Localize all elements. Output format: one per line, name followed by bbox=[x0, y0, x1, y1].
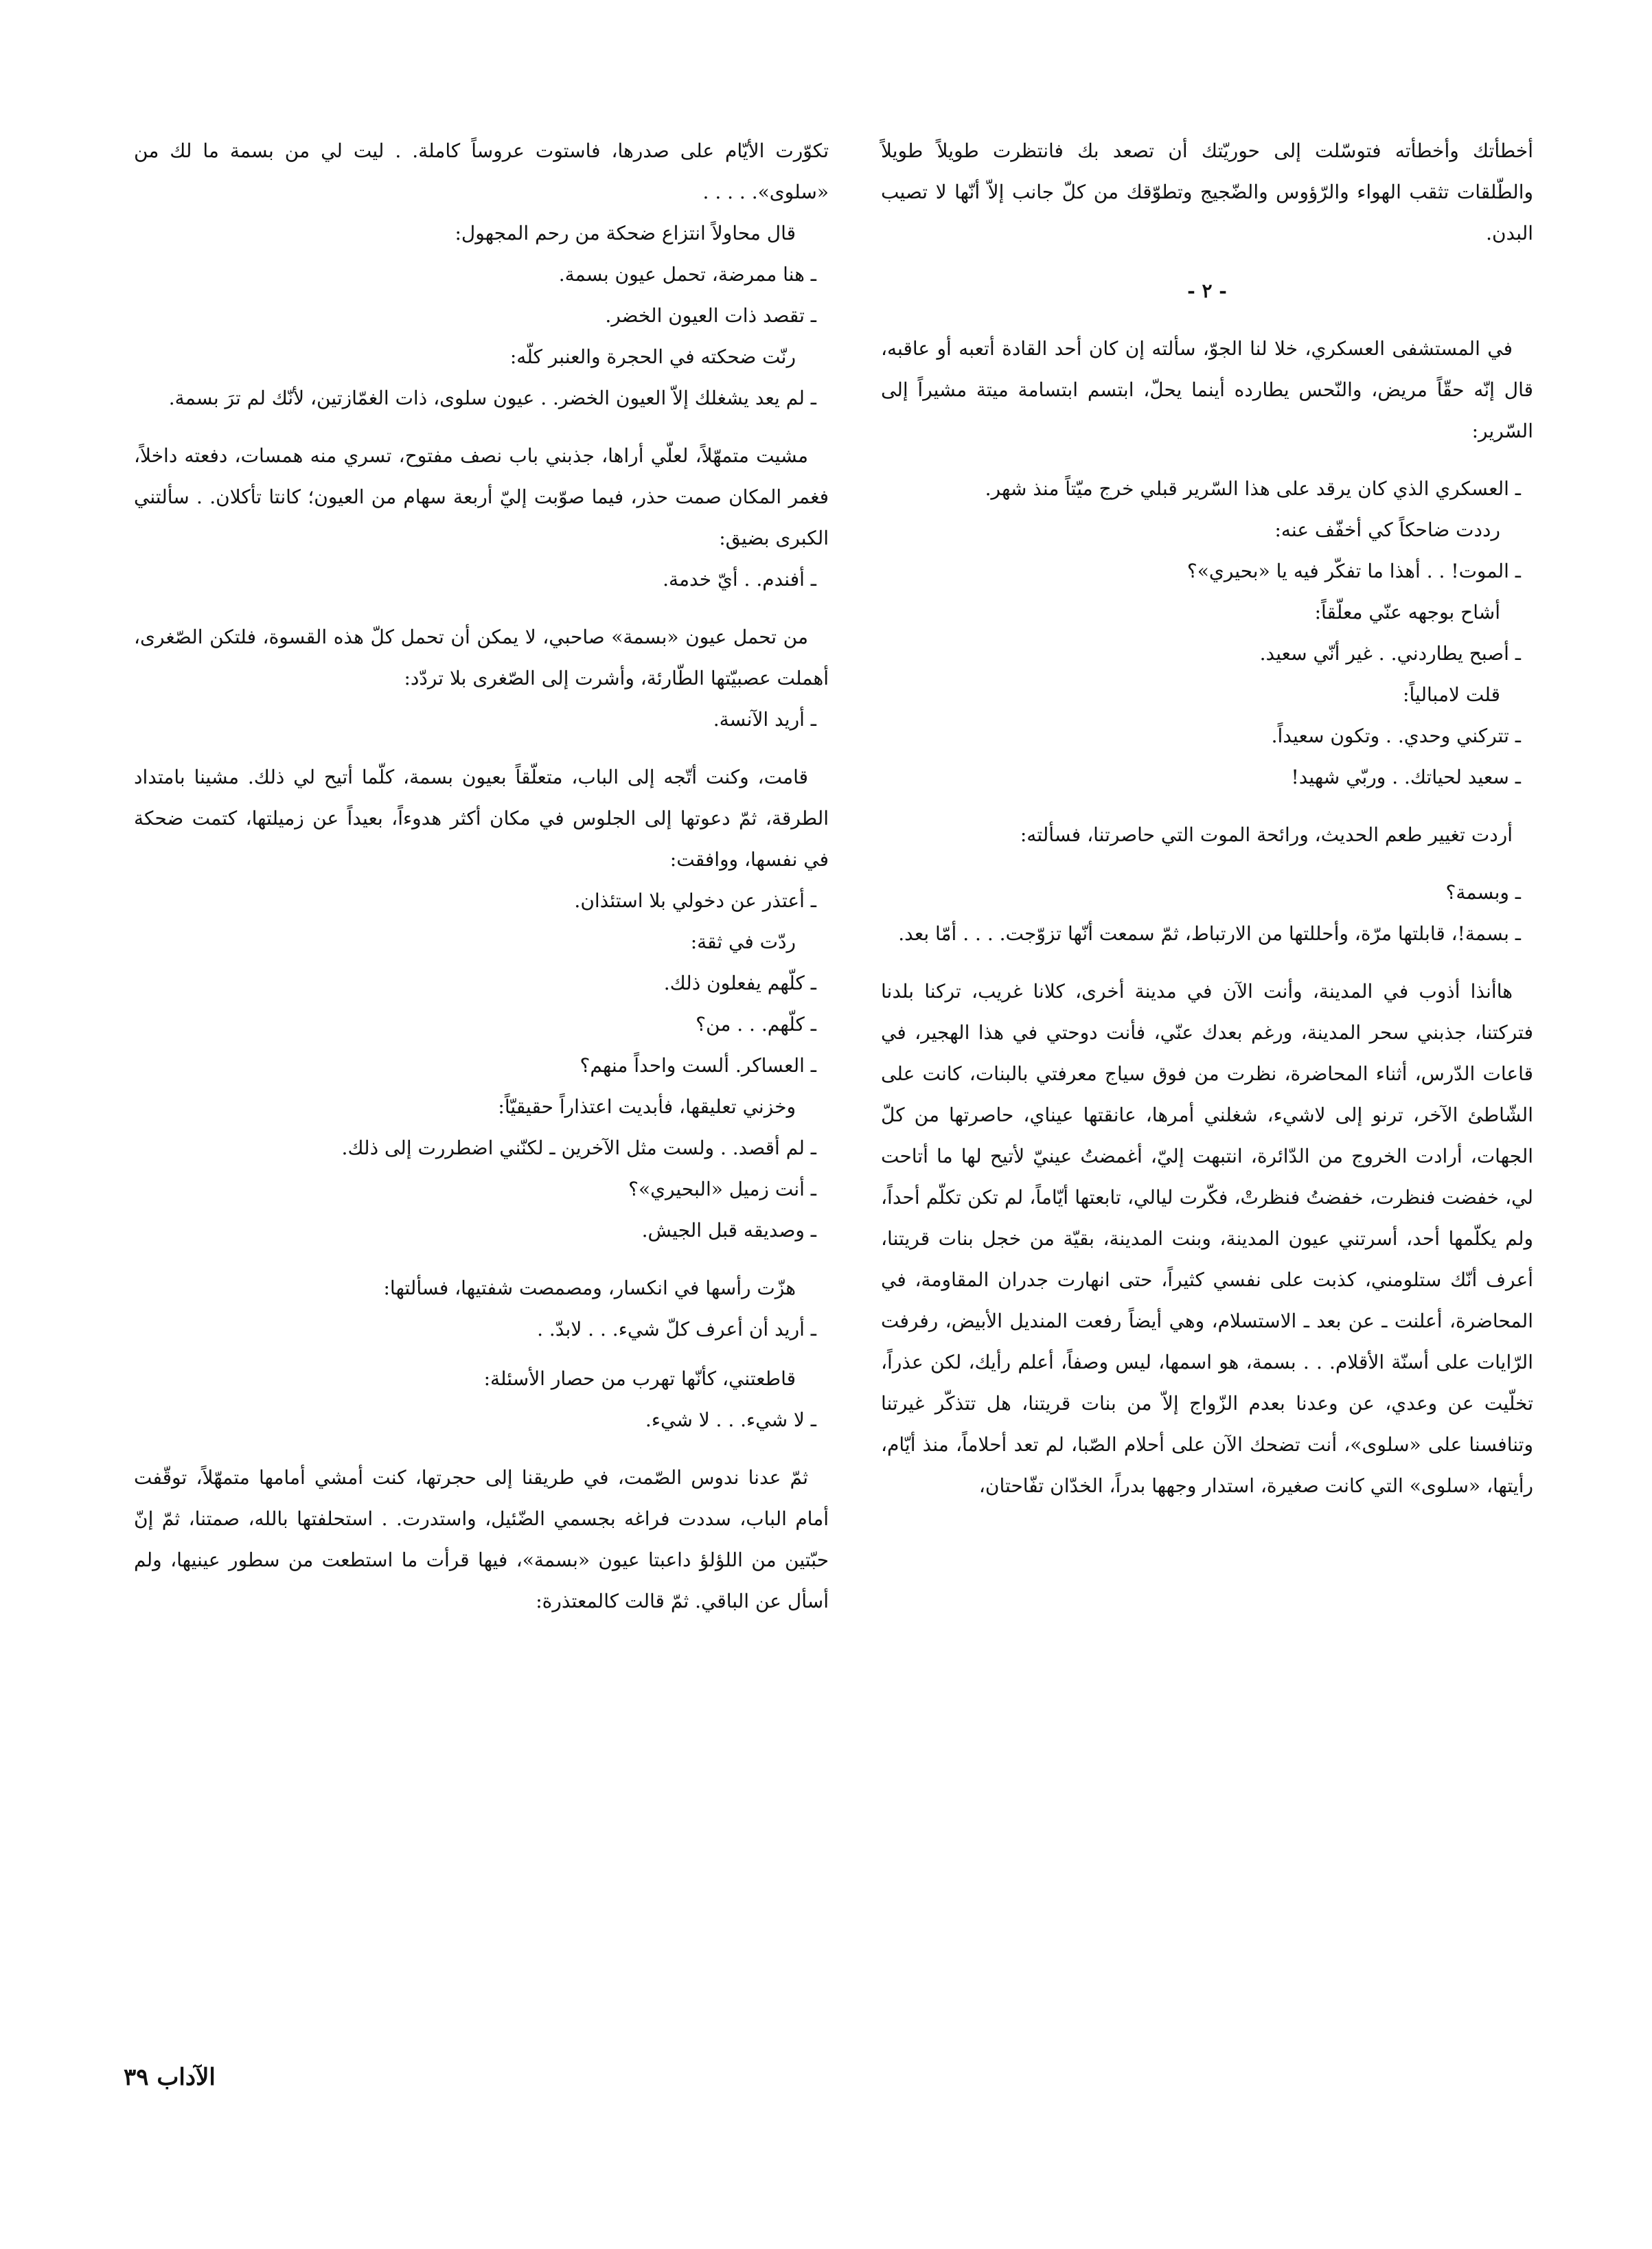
narration-line: ردّت في ثقة: bbox=[690, 931, 796, 953]
narration-line: هزّت رأسها في انكسار، ومصمصت شفتيها، فسألتها: bbox=[383, 1277, 796, 1299]
narration-line: رددت ضاحكاً كي أخفّف عنه: bbox=[1274, 518, 1500, 541]
paragraph-city: هاأنذا أذوب في المدينة، وأنت الآن في مدينة أخرى، كلانا غريب، تركنا بلدنا فتركتنا، جذبني سحر المدينة، ورغم بعدك عنّي، فأنت دوحتي في هذا الهجير، في قاعات الدّرس، أثناء المحاضرة، نظرت من فوق سياج معرفتي بالبنات، كانت على الشّاطئ الآخر، ترنو إلى لاشيء، شغلني أمرها، عانقتها عيناي، حاصرتها من كلّ الجهات، أرادت الخروج من الدّائرة، انتبهت إليّ، أغمضتُ عينيّ لأتيح لها ما أتاحت لي، خفضت فنظرت، خفضتُ فنظرتْ، فكّرت ليالي، تابعتها أيّاماً، لم تكن تكلّم أحداً، ولم يكلّمها أحد، أسرتني عيون المدينة، وبنت المدينة، بقيّة من خجل بنات قريتنا، أعرف أنّك ستلومني، كذبت على نفسي كثيراً، حتى انهارت جدران المقاومة، في المحاضرة، أعلنت ـ عن بعد ـ الاستسلام، وهي أيضاً رفعت المنديل الأبيض، رفرفت الرّايات على أسنّة الأقلام. . . بسمة، هو اسمها، ليس وصفاً، أعلم رأيك، لكن عذراً، تخلّيت عن وعدي، عن وعدنا بعدم الزّواج إلاّ من بنات قريتنا، هل تتذكّر غيرتنا وتنافسنا على «سلوى»، أنت تضحك الآن على أحلام الصّبا، لم تعد أحلاماً، منذ أيّام، رأيتها، «سلوى» التي كانت صغيرة، استدار وجهها بدراً، الخدّان تفّاحتان، bbox=[881, 980, 1533, 1497]
dialogue-line: ـ أصبح يطاردني. . غير أنّي سعيد. bbox=[1259, 642, 1521, 665]
dialogue-line: ـ تتركني وحدي. . وتكون سعيداً. bbox=[1271, 724, 1521, 747]
paragraph-silence: ثمّ عدنا ندوس الصّمت، في طريقنا إلى حجرتها، كنت أمشي أمامها متمهّلاً، توقّفت أمام الباب، سددت فراغه بجسمي الضّئيل، واستدرت. . استحلفتها بالله، صمتنا، ثمّ إنّ حبّتين من اللؤلؤ داعبتا عيون «بسمة»، فيها قرأت ما استطعت من سطور عينيها، ولم أسأل عن الباقي. ثمّ قالت كالمعتذرة: bbox=[134, 1466, 829, 1612]
narration-line: قلت لامبالياً: bbox=[1403, 683, 1500, 706]
dialogue-line: ـ لم أقصد. . ولست مثل الآخرين ـ لكنّني اضطررت إلى ذلك. bbox=[341, 1137, 816, 1159]
dialogue-line: ـ أعتذر عن دخولي بلا استئذان. bbox=[574, 889, 816, 912]
dialogue-line: ـ بسمة!، قابلتها مرّة، وأحللتها من الارتباط، ثمّ سمعت أنّها تزوّجت. . . . أمّا بعد. bbox=[898, 922, 1521, 945]
dialogue-line: ـ لا شيء. . . لا شيء. bbox=[645, 1408, 816, 1431]
dialogue-line: ـ تقصد ذات العيون الخضر. bbox=[605, 304, 816, 327]
paragraph-intro: أخطأتك وأخطأته فتوسّلت إلى حوريّتك أن تصعد بك فانتظرت طويلاً طويلاً والطّلقات تثقب الهواء والرّؤوس والضّجيج وتطوّقك من كلّ جانب إلاّ أنّها لا تصيب البدن. bbox=[881, 139, 1533, 244]
paragraph-walked: مشيت متمهّلاً، لعلّي أراها، جذبني باب نصف مفتوح، تسري منه همسات، دفعته داخلاً، فغمر المكان صمت حذر، فيما صوّبت إليّ أربعة سهام من العيون؛ كانتا تأكلان. . سألتني الكبرى بضيق: bbox=[134, 444, 829, 549]
dialogue-line: ـ الموت! . . أهذا ما تفكّر فيه يا «بحيري»؟ bbox=[1186, 560, 1521, 582]
dialogue-line: ـ هنا ممرضة، تحمل عيون بسمة. bbox=[558, 263, 816, 286]
right-column bbox=[881, 130, 1533, 1523]
narration-line: وخزني تعليقها، فأبديت اعتذاراً حقيقيّاً: bbox=[498, 1095, 796, 1118]
paragraph-continuation: تكوّرت الأيّام على صدرها، فاستوت عروساً كاملة. . ليت لي من بسمة ما لك من «سلوى». . . . . bbox=[134, 139, 829, 203]
dialogue-line: ـ أنت زميل «البحيري»؟ bbox=[628, 1178, 816, 1200]
dialogue-line: ـ وصديقه قبل الجيش. bbox=[641, 1219, 816, 1242]
narration-line: رنّت ضحكته في الحجرة والعنبر كلّه: bbox=[509, 345, 796, 368]
narration-line: أشاح بوجهه عنّي معلّقاً: bbox=[1314, 601, 1500, 624]
narration-line: قاطعتني، كأنّها تهرب من حصار الأسئلة: bbox=[483, 1367, 796, 1390]
dialogue-line: ـ وبسمة؟ bbox=[1445, 881, 1521, 904]
dialogue-line: ـ أريد الآنسة. bbox=[713, 708, 816, 731]
paragraph-eyes: من تحمل عيون «بسمة» صاحبي، لا يمكن أن تحمل كلّ هذه القسوة، فلتكن الصّغرى، أهملت عصبيّتها الطّارئة، وأشرت إلى الصّغرى بلا تردّد: bbox=[134, 626, 829, 689]
dialogue-line: ـ العسكري الذي كان يرقد على هذا السّرير قبلي خرج ميّتاً منذ شهر. bbox=[985, 477, 1521, 500]
dialogue-line: ـ سعيد لحياتك. . وربّي شهيد! bbox=[1291, 766, 1521, 788]
paragraph-stood: قامت، وكنت أتّجه إلى الباب، متعلّقاً بعيون بسمة، كلّما أتيح لي ذلك. مشينا بامتداد الطرقة، ثمّ دعوتها إلى الجلوس في مكان أكثر هدوءاً، بعيداً عن زميلتها، كتمت ضحكة في نفسها، ووافقت: bbox=[134, 766, 829, 871]
dialogue-line: ـ العساكر. ألست واحداً منهم؟ bbox=[580, 1054, 816, 1077]
dialogue-line: ـ أفندم. . أيّ خدمة. bbox=[663, 568, 816, 591]
dialogue-line: ـ أريد أن أعرف كلّ شيء. . . لابدّ. . bbox=[537, 1318, 816, 1340]
dialogue-line: ـ لم يعد يشغلك إلاّ العيون الخضر. . عيون سلوى، ذات الغمّازتين، لأنّك لم ترَ بسمة. bbox=[168, 387, 816, 409]
narration-line: قال محاولاً انتزاع ضحكة من رحم المجهول: bbox=[455, 222, 796, 244]
section-number: - ٢ - bbox=[1187, 279, 1227, 302]
dialogue-line: ـ كلّهم. . . من؟ bbox=[696, 1013, 816, 1036]
left-column bbox=[134, 130, 829, 1639]
page-footer: الآداب ٣٩ bbox=[124, 2064, 216, 2091]
paragraph-hospital: في المستشفى العسكري، خلا لنا الجوّ، سألته إن كان أحد القادة أتعبه أو عاقبه، قال إنّه حقّاً مريض، والنّحس يطارده أينما يحلّ، ابتسم ابتسامة ميتة مشيراً إلى السّرير: bbox=[881, 337, 1533, 442]
paragraph-change: أردت تغيير طعم الحديث، ورائحة الموت التي حاصرتنا، فسألته: bbox=[1020, 823, 1513, 846]
dialogue-line: ـ كلّهم يفعلون ذلك. bbox=[663, 972, 816, 994]
